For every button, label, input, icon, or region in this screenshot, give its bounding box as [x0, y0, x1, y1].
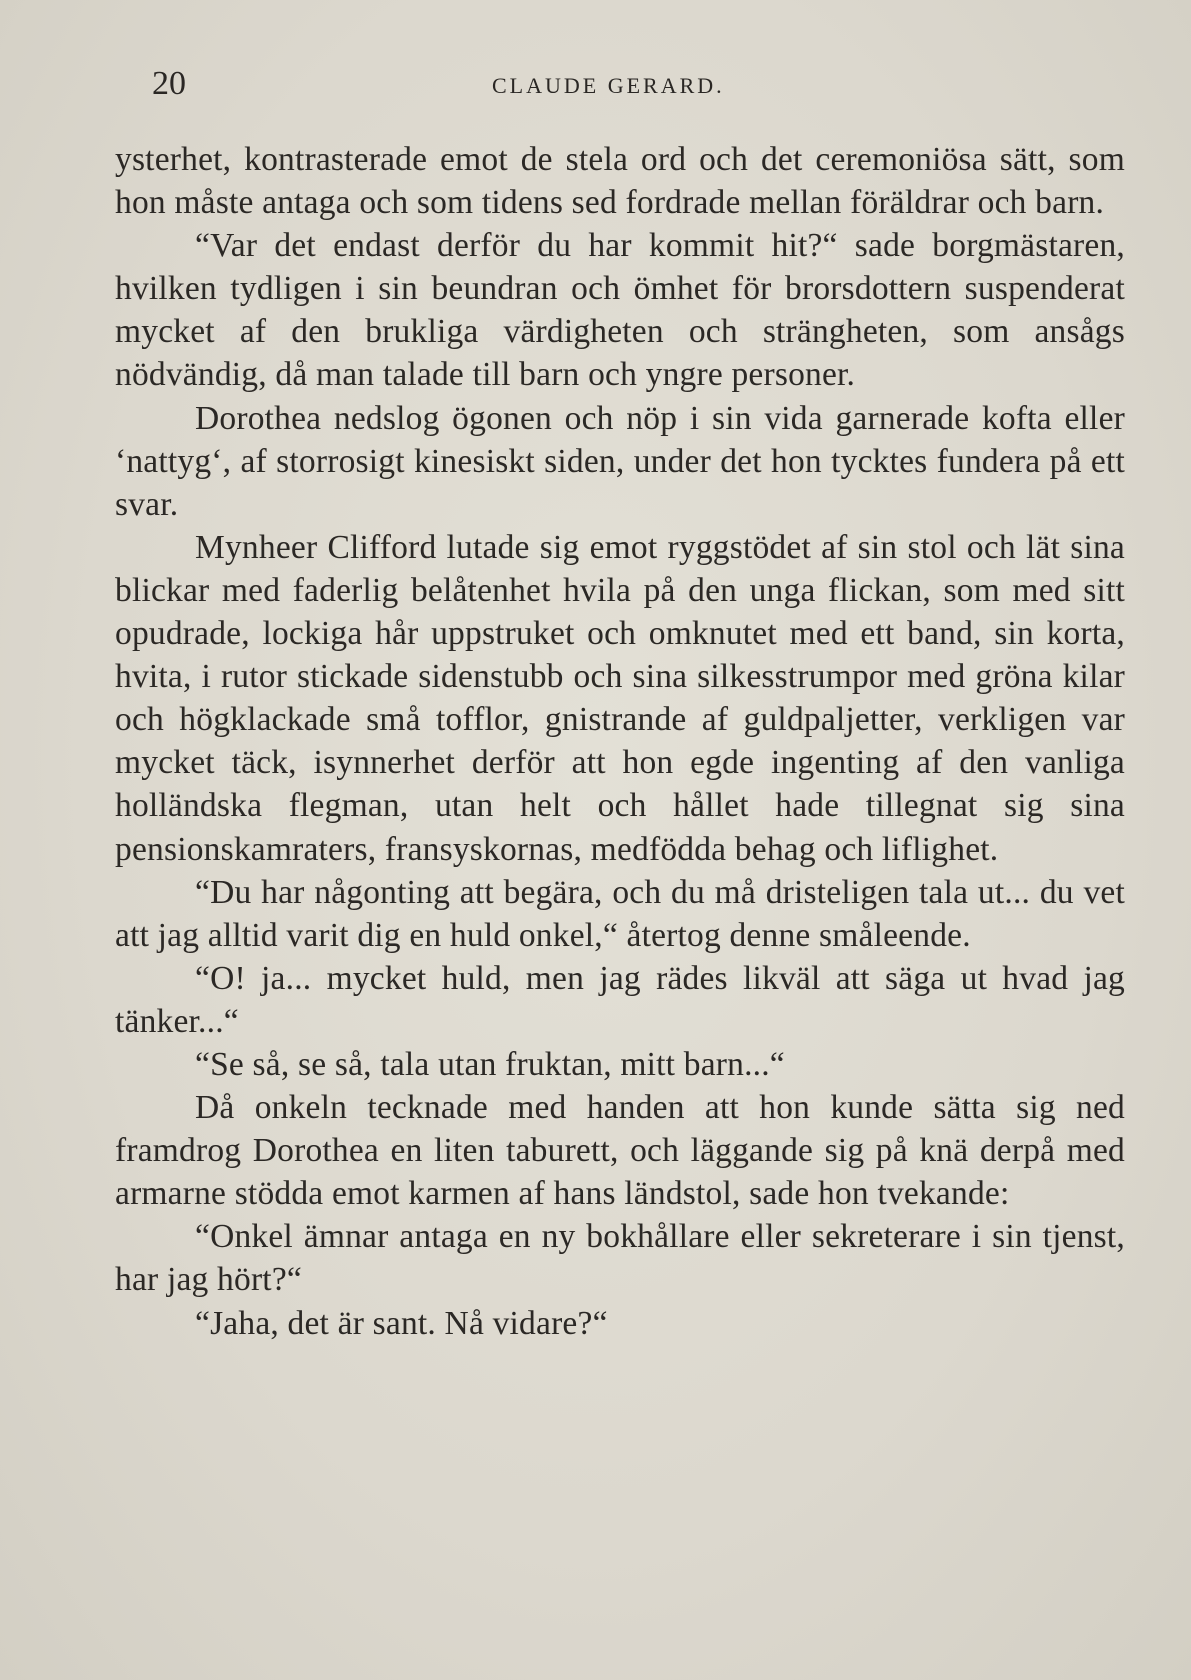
paragraph: “Jaha, det är sant. Nå vidare?“ — [195, 1304, 608, 1342]
paragraph: Mynheer Clifford lutade sig emot ryggstödet af sin stol och lät sina blickar med faderlig belåtenhet hvila på den unga flickan, som med sitt opudrade, lockiga hår uppstruket och omknutet med ett band, sin korta, hvita, i rutor stickade sidenstubb och sina silkesstrumpor med gröna kilar och högklackade små tofflor, gnistrande af guldpaljetter, verkligen var mycket täck, isynnerhet derför att hon egde ingenting af den vanliga holländska flegman, utan helt och hållet hade tillegnat sig sina pensionskamraters, fransyskornas, medfödda behag och liflighet. — [115, 528, 1125, 868]
paragraph: Dorothea nedslog ögonen och nöp i sin vida garnerade kofta eller ‘nattyg‘, af storrosigt kinesiskt siden, under det hon tycktes fundera på ett svar. — [115, 399, 1125, 523]
paragraph: “Se så, se så, tala utan fruktan, mitt barn...“ — [195, 1045, 785, 1083]
paragraph: Då onkeln tecknade med handen att hon kunde sätta sig ned framdrog Dorothea en liten taburett, och läggande sig på knä derpå med armarne stödda emot karmen af hans ländstol, sade hon tvekande: — [115, 1089, 1125, 1213]
paragraph: “Du har någonting att begära, och du må dristeligen tala ut... du vet att jag alltid varit dig en huld onkel,“ återtog denne småleende. — [115, 873, 1125, 954]
paragraph: “Var det endast derför du har kommit hit?“ sade borgmästaren, hvilken tydligen i sin beundran och ömhet för brorsdottern suspenderat mycket af den brukliga värdigheten och strängheten, som ansågs nödvändig, då man talade till barn och yngre personer. — [115, 227, 1125, 394]
running-title: CLAUDE GERARD. — [492, 73, 725, 98]
body-text — [115, 138, 1125, 1345]
paragraph: “Onkel ämnar antaga en ny bokhållare eller sekreterare i sin tjenst, har jag hört?“ — [115, 1218, 1125, 1299]
page-number: 20 — [152, 65, 186, 102]
paragraph: ysterhet, kontrasterade emot de stela ord och det ceremoniösa sätt, som hon måste antaga och som tidens sed fordrade mellan föräldrar och barn. — [115, 141, 1125, 222]
paragraph: “O! ja... mycket huld, men jag rädes likväl att säga ut hvad jag tänker...“ — [115, 959, 1125, 1040]
page-header — [152, 62, 1072, 106]
